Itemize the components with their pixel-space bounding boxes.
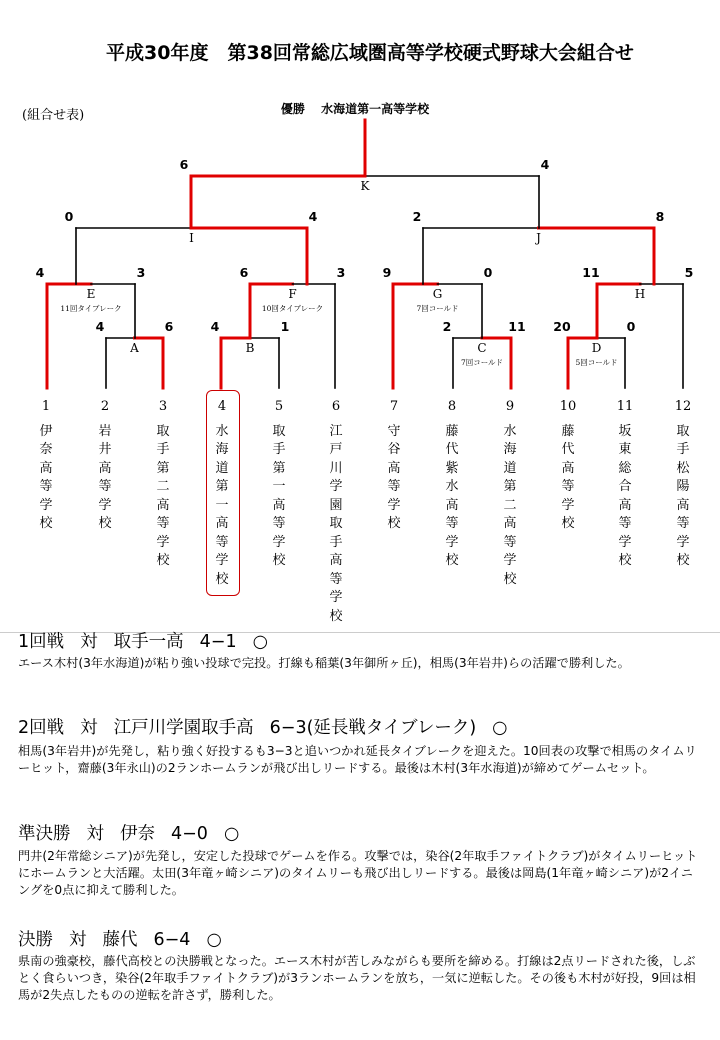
game-score-left: 6 [239,265,249,280]
game-score-right: 11 [508,319,526,334]
game-score-left: 0 [64,209,74,224]
game-note: 11回タイブレーク [60,304,122,313]
game-score-right: 3 [136,265,146,280]
team-number: 5 [274,399,284,414]
game-letter: G [432,287,443,301]
team-name: 水海道第一高等学校 [215,423,229,587]
team-entry [327,398,345,626]
team-number: 2 [100,399,110,414]
game-score-left: 4 [95,319,105,334]
game-vs: 対 [69,930,87,950]
game-result-mark: ○ [492,718,508,738]
game-score-right: 3 [336,265,346,280]
game-letter: I [189,231,194,245]
game-score-left: 4 [210,319,220,334]
team-number: 4 [217,399,227,414]
game-note: 10回タイブレーク [261,304,324,313]
team-name: 藤代紫水高等学校 [445,423,459,568]
game-note: 5回コールド [575,358,618,367]
game-score-left: 11 [582,265,600,280]
game-summary: エース木村(3年水海道)が粘り強い投球で完投。打線も稲葉(3年御所ヶ丘)，相馬(3年岩井)らの活躍で勝利した。 [18,656,630,670]
team-name: 藤代高等学校 [561,423,575,531]
team-entry [154,398,172,571]
game-round: 2回戦 [18,718,65,738]
game-opponent: 取手一高 [113,632,184,652]
team-name: 江戸川学園取手高等学校 [329,423,343,624]
team-entry [616,398,634,571]
game-header [18,714,523,739]
bracket-subtitle: (組合せ表) [22,108,85,123]
team-name: 取手第一高等学校 [272,423,286,568]
game-score: 4−0 [171,824,208,844]
game-score-right: 6 [164,319,174,334]
team-name: 取手松陽高等学校 [676,423,690,568]
game-opponent: 藤代 [102,930,138,950]
team-number: 12 [674,399,692,414]
game-score-left: 9 [382,265,392,280]
game-score: 6−3(延長戦タイブレーク) [269,718,477,738]
game-letter: B [245,341,255,355]
game-score-left: 6 [179,157,189,172]
game-letter: A [130,341,139,355]
team-number: 1 [41,399,51,414]
team-number: 3 [158,399,168,414]
game-score-right: 1 [280,319,290,334]
game-summary: 相馬(3年岩井)が先発し，粘り強く好投するも3−3と追いつかれ延長タイブレークを迎えた。10回表の攻撃で相馬のタイムリーヒット，齋藤(3年永山)の2ランホームランが飛び出しリードする。最後は木村(3年水海道)が締めてゲームセット。 [18,744,697,775]
game-letter: D [591,341,602,355]
game-letter: C [477,341,487,355]
page-title: 平成30年度 第38回常総広域圏高等学校硬式野球大会組合せ [106,42,634,64]
team-entry [37,398,55,534]
team-entry [213,398,231,589]
game-score-left: 2 [442,319,452,334]
game-vs: 対 [80,632,98,652]
team-entry [501,398,519,589]
team-entry [674,398,692,571]
game-score-left: 4 [35,265,45,280]
game-letter: H [634,287,646,301]
game-score-right: 5 [684,265,694,280]
game-vs: 対 [80,718,98,738]
team-name: 岩井高等学校 [98,423,112,531]
game-vs: 対 [86,824,104,844]
team-name: 水海道第二高等学校 [503,423,517,587]
game-result-mark: ○ [252,632,268,652]
team-name: 取手第二高等学校 [156,423,170,568]
team-name: 坂東総合高等学校 [618,423,632,568]
team-entry [443,398,461,571]
game-letter: F [288,287,297,301]
team-number: 7 [389,399,399,414]
team-entry [96,398,114,534]
game-summary: 県南の強豪校，藤代高校との決勝戦となった。エース木村が苦しみながらも要所を締める。打線は2点リードされた後，しぶとく食らいつき，染谷(2年取手ファイトクラブ)が3ランホームランを放ち，一気に逆転した。その後も木村が好投，9回は相馬が2失点したものの逆転を許さず，勝利した。 [18,954,696,1002]
game-score: 4−1 [199,632,237,652]
champion-label: 優勝 水海道第一高等学校 [280,102,430,116]
game-score-right: 8 [655,209,665,224]
game-letter: E [86,287,96,301]
game-result-mark: ○ [223,824,240,844]
game-result-mark: ○ [206,930,222,950]
team-number: 10 [559,399,577,414]
game-score-right: 4 [540,157,550,172]
game-round: 1回戦 [18,632,65,652]
game-letter: J [536,231,541,245]
game-score-left: 20 [553,319,571,334]
game-score-right: 0 [483,265,493,280]
game-round: 決勝 [18,930,53,950]
game-header [18,820,255,845]
bracket-lines [47,120,683,388]
game-score: 6−4 [153,930,191,950]
team-entry [559,398,577,534]
team-name: 伊奈高等学校 [39,423,53,531]
game-summary: 門井(2年常総シニア)が先発し，安定した投球でゲームを作る。攻撃では，染谷(2年取手ファイトクラブ)がタイムリーヒットにホームランと大活躍。太田(3年竜ヶ崎シニア)のタイムリーも飛び出しリードする。最後は岡島(1年竜ヶ崎シニア)が2イニングを0点に抑えて勝利した。 [18,849,698,897]
game-opponent: 江戸川学園取手高 [113,718,254,738]
game-opponent: 伊奈 [120,824,155,844]
game-header [18,926,238,951]
team-number: 11 [616,399,634,414]
tournament-bracket [0,0,720,400]
team-name: 守谷高等学校 [387,423,401,531]
team-entry [385,398,403,534]
game-score-left: 2 [412,209,422,224]
game-letter: K [360,179,370,193]
team-number: 8 [447,399,457,414]
game-note: 7回コールド [460,358,504,367]
team-number: 9 [505,399,515,414]
team-entry [270,398,288,571]
team-number: 6 [331,399,341,414]
game-round: 準決勝 [18,824,71,844]
game-score-right: 4 [308,209,318,224]
game-header [18,628,284,653]
game-score-right: 0 [626,319,636,334]
game-note: 7回コールド [416,304,459,313]
